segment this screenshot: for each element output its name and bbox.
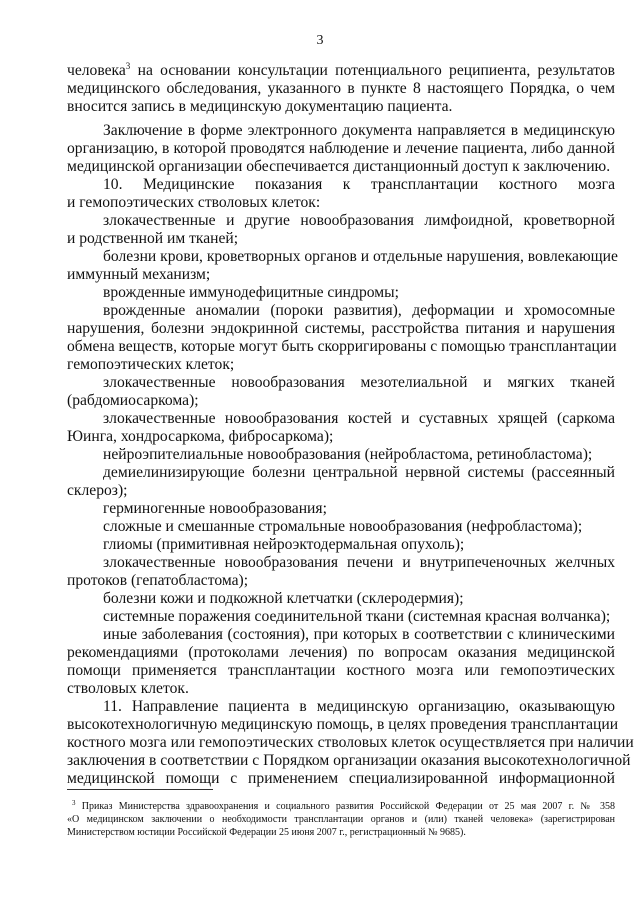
text-line: медицинского обследования, указанного в пункте 8 настоящего Порядка, о чем	[67, 80, 615, 97]
footnote-marker: 3	[72, 799, 76, 807]
text-line: иные заболевания (состояния), при которых в соответствии с клиническими	[103, 626, 615, 643]
text-line: герминогенные новообразования;	[103, 500, 327, 517]
text-line: помощи применяется трансплантации костного мозга или гемопоэтических	[67, 662, 615, 679]
text-line: протоков (гепатобластома);	[67, 572, 249, 589]
footnote-divider	[67, 789, 213, 790]
text-line: глиомы (примитивная нейроэктодермальная опухоль);	[103, 536, 465, 553]
text-line: костного мозга или гемопоэтических стволовых клеток осуществляется при наличии	[67, 734, 634, 751]
text-line: злокачественные новообразования мезотелиальной и мягких тканей	[103, 374, 615, 391]
text-line: (рабдомиосаркома);	[67, 392, 199, 409]
text-line: иммунный механизм;	[67, 266, 211, 283]
text-line: системные поражения соединительной ткани (системная красная волчанка);	[103, 608, 611, 625]
text-line: обмена веществ, которые могут быть скорригированы с помощью трансплантации	[67, 338, 617, 355]
text-line: нарушения, болезни эндокринной системы, расстройства питания и нарушения	[67, 320, 615, 337]
text-line: рекомендациями (протоколами лечения) по вопросам оказания медицинской	[67, 644, 615, 661]
text-line: 10. Медицинские показания к трансплантации костного мозга	[103, 176, 615, 193]
footnote-line: «О медицинском заключении о необходимости трансплантации органов и (или) тканей человека» (зарегистрирован	[67, 814, 615, 825]
text-line: гемопоэтических клеток;	[67, 356, 235, 373]
text-line: заключения в соответствии с Порядком организации оказания высокотехнологичной	[67, 752, 631, 769]
text-line: злокачественные новообразования костей и суставных хрящей (саркома	[103, 410, 615, 427]
text-line: 11. Направление пациента в медицинскую организацию, оказывающую	[103, 698, 615, 715]
text-line: болезни крови, кроветворных органов и отдельные нарушения, вовлекающие	[103, 248, 618, 265]
text-line: и гемопоэтических стволовых клеток:	[67, 194, 321, 211]
text-line: врожденные аномалии (пороки развития), деформации и хромосомные	[103, 302, 615, 319]
text-line: врожденные иммунодефицитные синдромы;	[103, 284, 399, 301]
text-line: стволовых клеток.	[67, 680, 189, 697]
text-line: человека$^3$ на основании консультации потенциального реципиента, результатов	[67, 61, 615, 79]
footnote-marker: 3	[125, 61, 131, 71]
text-line: медицинской помощи с применением специализированной информационной	[67, 770, 615, 787]
text-line: Юинга, хондросаркома, фибросаркома);	[67, 428, 334, 445]
text-line: вносится запись в медицинскую документацию пациента.	[67, 98, 453, 115]
footnote-line: $^3$ Приказ Министерства здравоохранения и социального развития Российской Федерации от 25 мая 2007 г. № 358	[72, 799, 615, 812]
text-line: склероз);	[67, 482, 128, 499]
text-line: организацию, в которой проводятся наблюдение и лечение пациента, либо данной	[67, 140, 615, 157]
text-line: медицинской организации обеспечивается дистанционный доступ к заключению.	[67, 158, 611, 175]
text-line: высокотехнологичную медицинскую помощь, в целях проведения трансплантации	[67, 716, 619, 733]
text-line: злокачественные новообразования печени и внутрипеченочных желчных	[103, 554, 615, 571]
text-line: демиелинизирующие болезни центральной нервной системы (рассеянный	[103, 464, 615, 481]
text-line: нейроэпителиальные новообразования (нейробластома, ретинобластома);	[103, 446, 593, 463]
text-line: злокачественные и другие новообразования лимфоидной, кроветворной	[103, 212, 615, 229]
text-line: сложные и смешанные стромальные новообразования (нефробластома);	[103, 518, 583, 535]
text-line: и родственной им тканей;	[67, 230, 239, 247]
text-line: Заключение в форме электронного документа направляется в медицинскую	[103, 122, 615, 139]
text-line: болезни кожи и подкожной клетчатки (склеродермия);	[103, 590, 464, 607]
footnote-line: Министерством юстиции Российской Федерации 25 июня 2007 г., регистрационный № 9685).	[67, 827, 466, 838]
page-number: 3	[316, 33, 324, 48]
